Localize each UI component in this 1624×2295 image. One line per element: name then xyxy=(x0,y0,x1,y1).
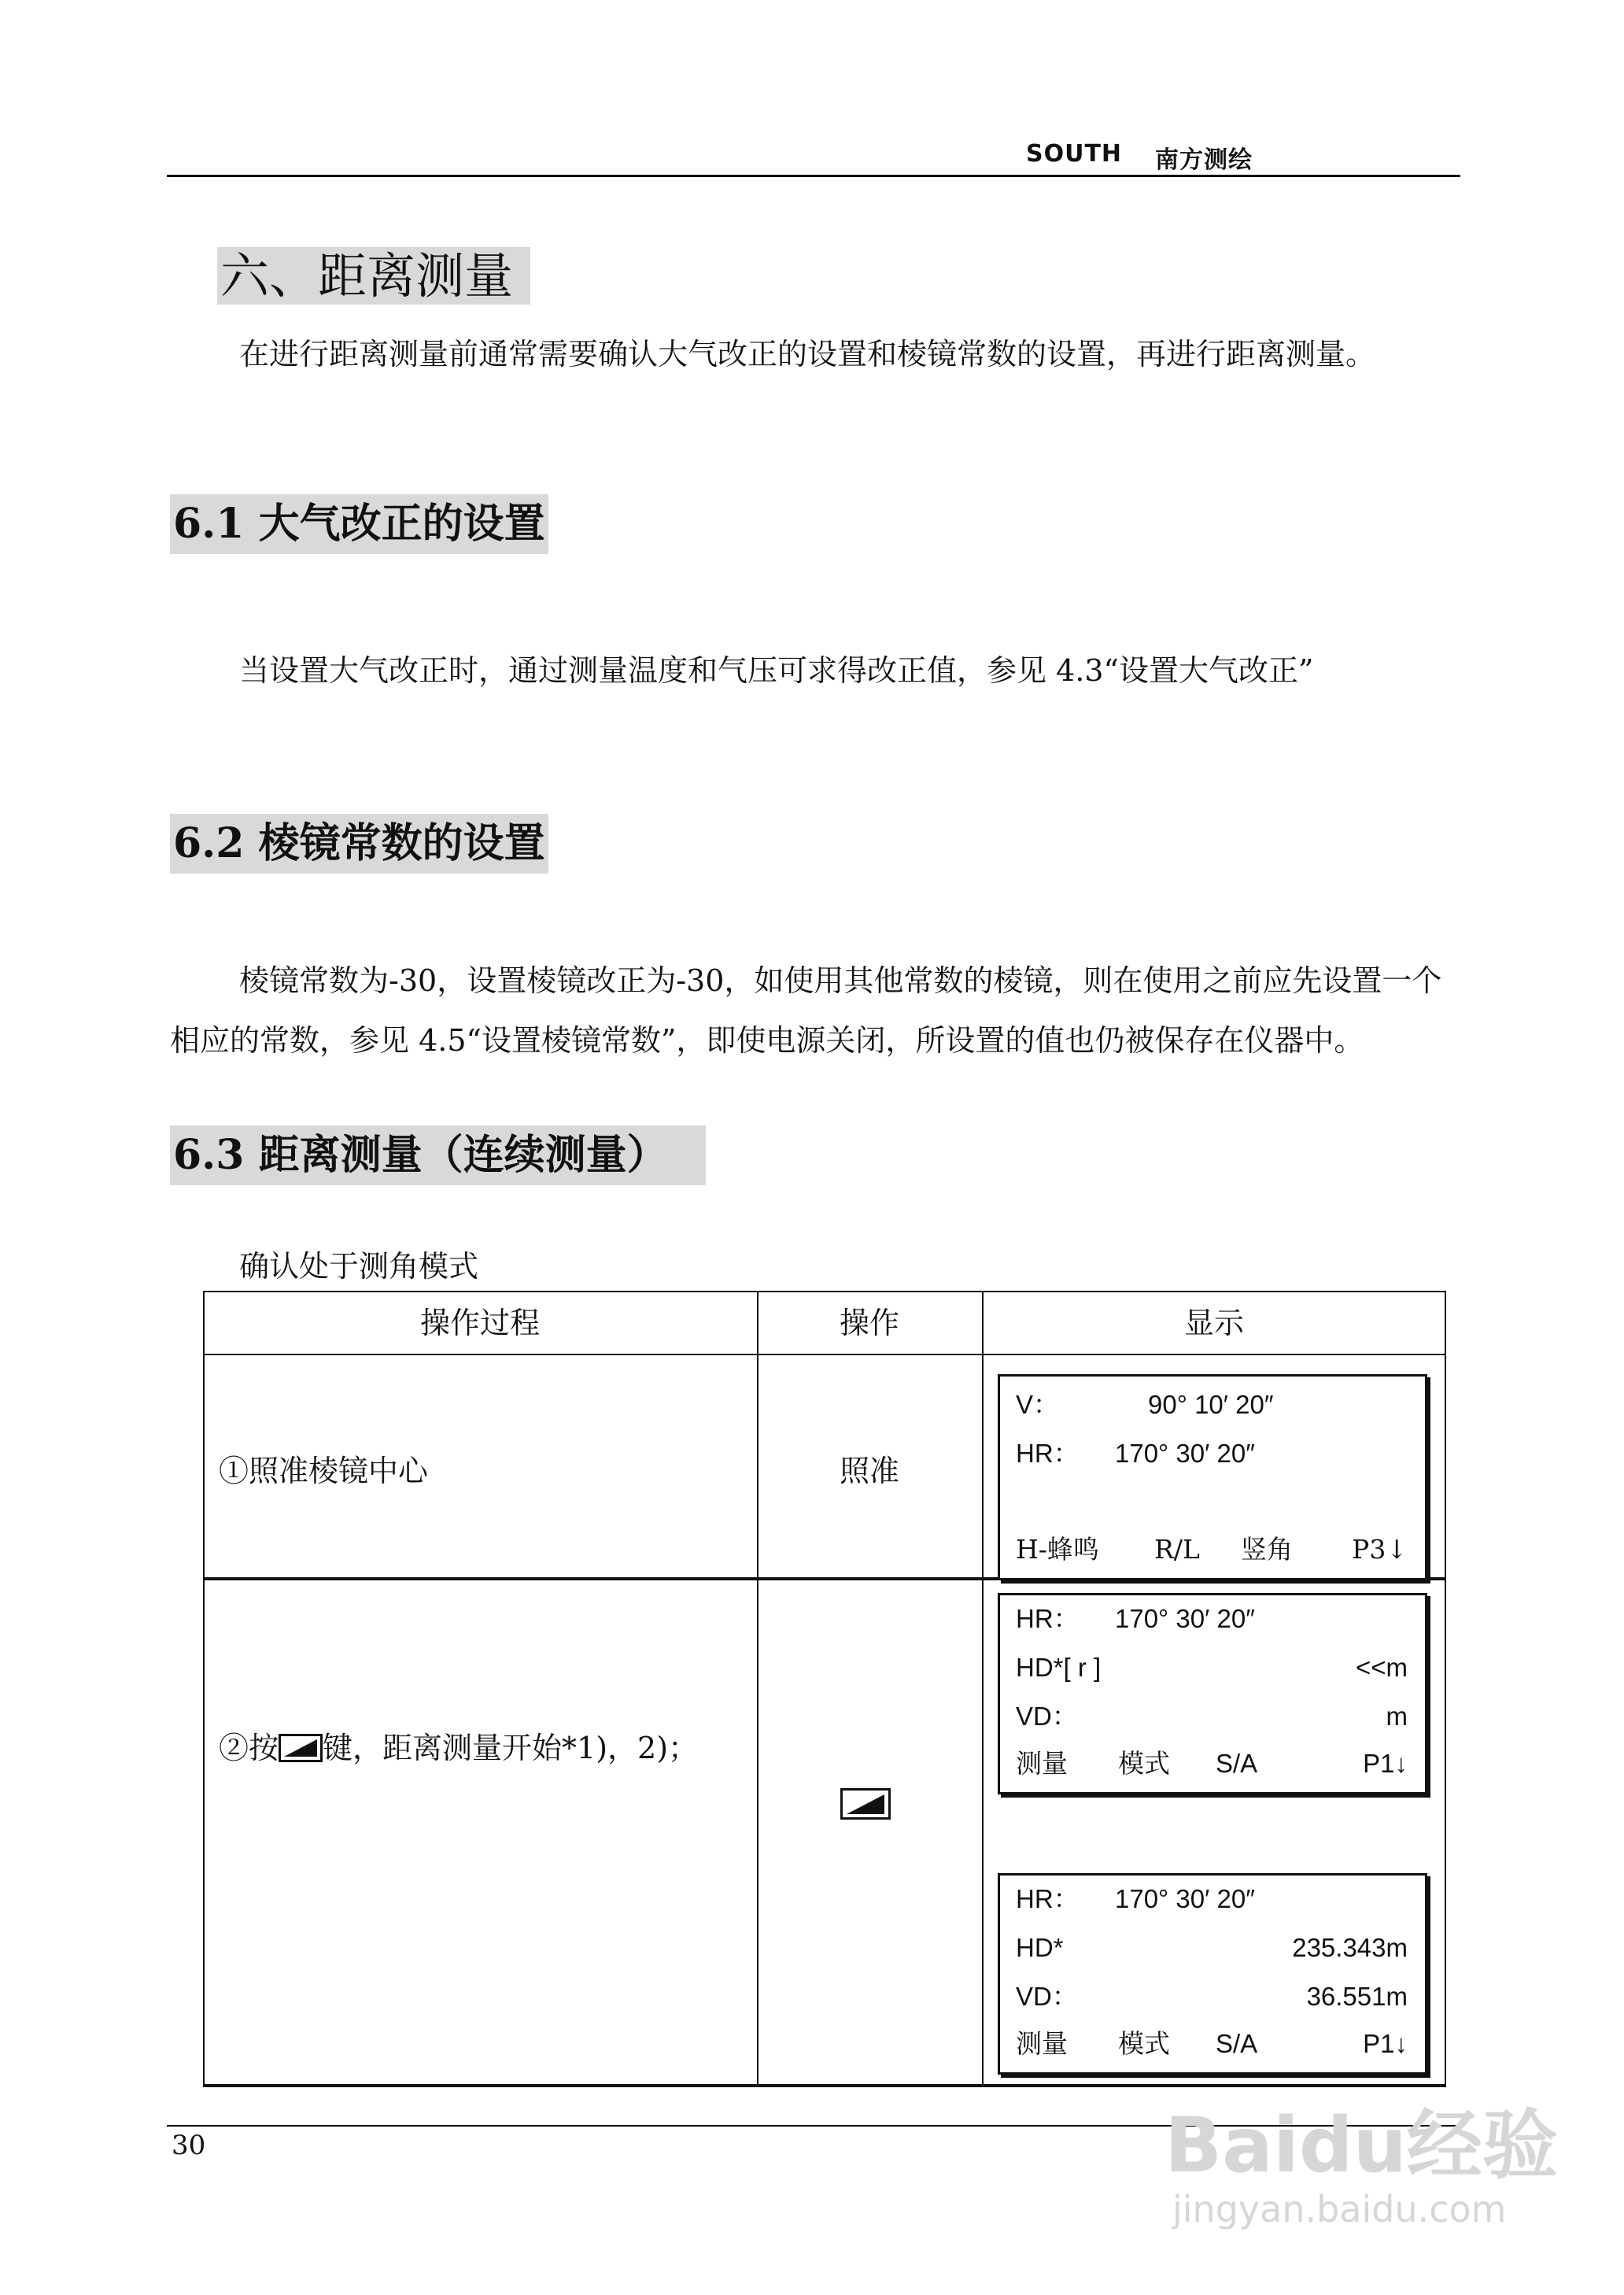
distance-key-icon xyxy=(279,1734,323,1762)
row1-process: ①照准棱镜中心 xyxy=(219,1454,429,1488)
chapter-title: 六、距离测量 xyxy=(217,242,530,310)
distance-key-icon xyxy=(840,1788,891,1820)
screen2-vd-label: VD： xyxy=(1016,1702,1078,1731)
header-rule xyxy=(167,175,1460,177)
softkey-sa[interactable]: S/A xyxy=(1216,2029,1258,2058)
screen3-vd-label: VD： xyxy=(1016,1982,1078,2011)
display-screen-angle xyxy=(998,1374,1427,1580)
screen1-v-value: 90° 10′ 20″ xyxy=(1148,1390,1274,1419)
section-6-1-text: 当设置大气改正时，通过测量温度和气压可求得改正值，参见 4.3“设置大气改正” xyxy=(239,653,1314,688)
watermark-url: jingyan.baidu.com xyxy=(1172,2188,1507,2230)
page-number: 30 xyxy=(172,2130,206,2161)
table-header-display: 显示 xyxy=(1183,1306,1244,1340)
softkey-vertical-angle[interactable]: 竖角 xyxy=(1241,1534,1293,1565)
section-6-3-lead: 确认处于测角模式 xyxy=(239,1249,479,1284)
screen3-hr-value: 170° 30′ 20″ xyxy=(1115,1884,1255,1913)
screen3-hd-label: HD* xyxy=(1016,1933,1064,1962)
header-brand: SOUTH xyxy=(1026,140,1123,168)
row2-operation-key[interactable] xyxy=(840,1788,891,1823)
section-6-2-text: 棱镜常数为-30，设置棱镜改正为-30，如使用其他常数的棱镜，则在使用之前应先设置一个相应的常数，参见 4.5“设置棱镜常数”，即使电源关闭，所设置的值也仍被保存在仪器中。 xyxy=(170,963,1442,1058)
watermark-brand: Baidu经验 xyxy=(1164,2101,1558,2190)
screen1-hr-value: 170° 30′ 20″ xyxy=(1115,1439,1255,1468)
section-6-1-title: 6.1 大气改正的设置 xyxy=(170,494,548,554)
row1-operation: 照准 xyxy=(839,1454,899,1488)
softkey-p3[interactable]: P3↓ xyxy=(1352,1534,1408,1565)
screen3-hr-label: HR： xyxy=(1016,1884,1080,1913)
screen3-vd-value: 36.551m xyxy=(1306,1982,1408,2011)
screen2-hd-label: HD*[ r ] xyxy=(1016,1653,1102,1682)
softkey-measure[interactable]: 测量 xyxy=(1016,1748,1068,1779)
softkey-p1[interactable]: P1↓ xyxy=(1363,1749,1408,1778)
softkey-sa[interactable]: S/A xyxy=(1216,1749,1258,1778)
section-6-3-title: 6.3 距离测量（连续测量） xyxy=(170,1125,706,1185)
header-company: 南方测绘 xyxy=(1155,146,1253,174)
softkey-measure[interactable]: 测量 xyxy=(1016,2028,1068,2059)
softkey-p1[interactable]: P1↓ xyxy=(1363,2029,1408,2058)
intro-paragraph: 在进行距离测量前通常需要确认大气改正的设置和棱镜常数的设置，再进行距离测量。 xyxy=(239,337,1376,371)
screen1-hr-label: HR： xyxy=(1016,1439,1080,1468)
softkey-mode[interactable]: 模式 xyxy=(1118,1748,1170,1779)
table-header-operation: 操作 xyxy=(839,1306,899,1340)
screen2-hr-label: HR： xyxy=(1016,1604,1080,1633)
softkey-h-beep[interactable]: H-蜂鸣 xyxy=(1016,1534,1099,1565)
screen2-vd-value: m xyxy=(1386,1702,1408,1731)
screen2-hd-value: <<m xyxy=(1355,1653,1408,1682)
screen1-v-label: V： xyxy=(1016,1390,1060,1419)
softkey-rl[interactable]: R/L xyxy=(1154,1534,1200,1565)
table-header-process: 操作过程 xyxy=(419,1306,540,1340)
display-screen-measuring xyxy=(998,1593,1427,1794)
screen3-hd-value: 235.343m xyxy=(1292,1933,1408,1962)
screen2-hr-value: 170° 30′ 20″ xyxy=(1115,1604,1255,1633)
row2-process: ②按 键，距离测量开始*1)，2)； xyxy=(219,1731,699,1765)
softkey-mode[interactable]: 模式 xyxy=(1118,2028,1170,2059)
display-screen-result xyxy=(998,1873,1427,2075)
section-6-2-title: 6.2 棱镜常数的设置 xyxy=(170,814,548,874)
